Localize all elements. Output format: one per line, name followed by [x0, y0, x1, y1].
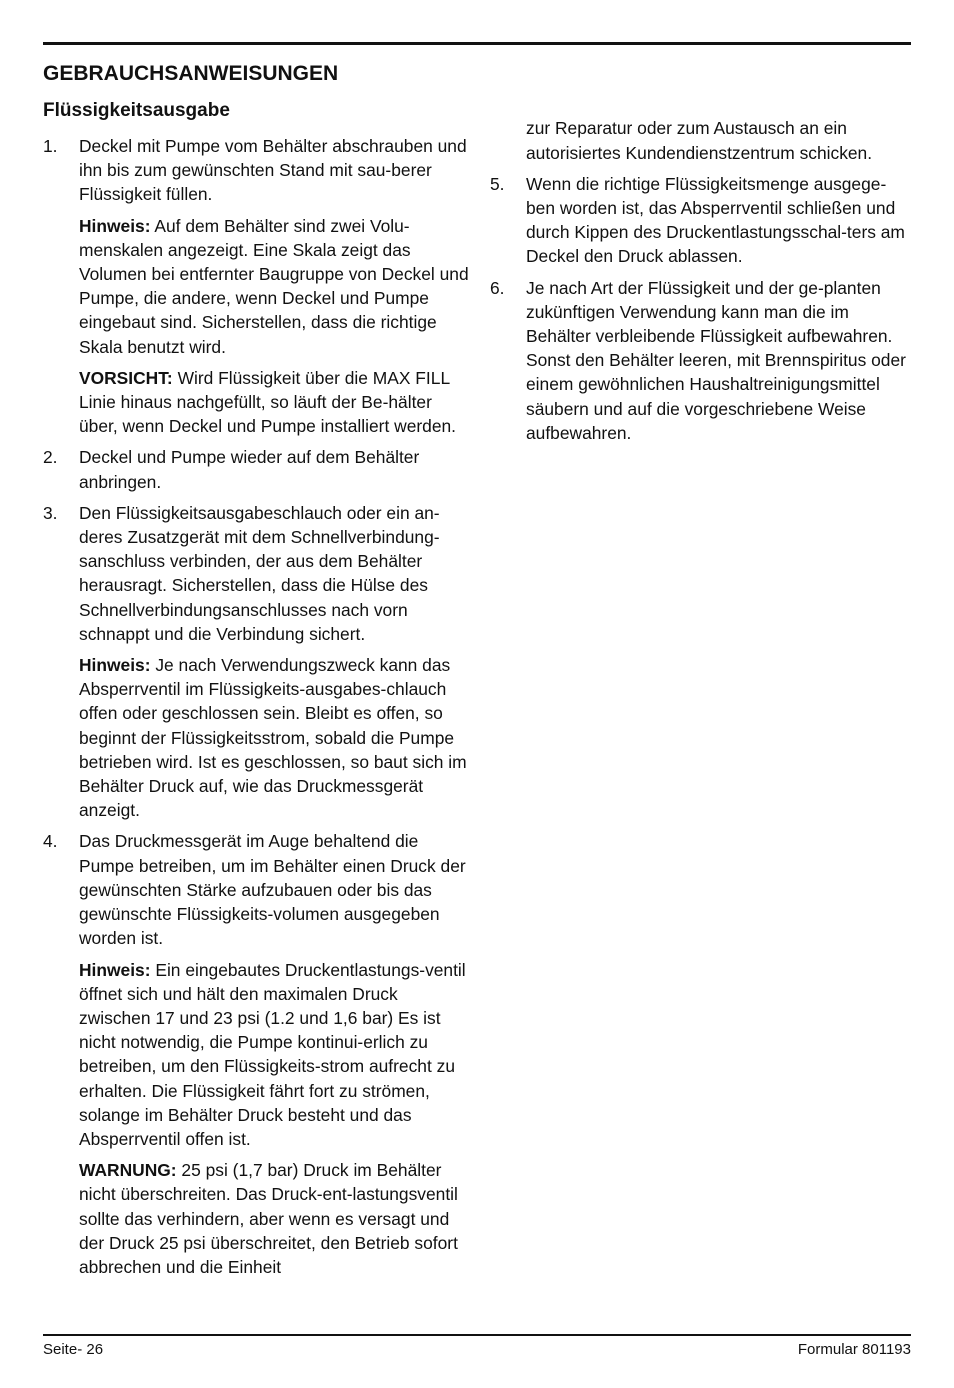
step-text: Deckel mit Pumpe vom Behälter abschrauben und ihn bis zum gewünschten Stand mit sau-berer Flüssigkeit füllen.	[79, 136, 467, 205]
step-text: Je nach Art der Flüssigkeit und der ge-planten zukünftigen Verwendung kann man die im Behälter verbleibende Flüssigkeit aufbewahren. Sonst den Behälter leeren, mit Brennspiritus oder einem gewöhnlichen Haushaltreinigungsmittel säubern und auf die vorgeschriebene Weise aufbewahren.	[526, 277, 906, 443]
step-number: 5.	[490, 173, 505, 194]
step-number: 1.	[43, 136, 58, 156]
note-label: Hinweis:	[79, 215, 151, 236]
bottom-rule	[43, 1334, 911, 1336]
note-paragraph	[43, 958, 473, 1152]
note-text: Ein eingebautes Druckentlastungs-ventil öffnet sich und hält den maximalen Druck zwischen 17 und 23 psi (1.2 und 1,6 bar) Es ist nicht notwendig, die Pumpe kontinui-erlich zu betreiben, um den Flüssigkeits-strom aufrecht zu erhalten. Die Flüssigkeit fährt fort zu strömen, solange im Behälter Druck besteht und das Absperrventil offen ist.	[79, 959, 466, 1149]
list-item	[490, 172, 915, 269]
note-paragraph	[43, 214, 473, 359]
caution-paragraph	[43, 366, 473, 439]
caution-text: Wird Flüssigkeit über die MAX FILL Linie hinaus nachgefüllt, so läuft der Be-hälter über, wenn Deckel und Pumpe installiert werden.	[79, 367, 457, 437]
note-paragraph	[43, 653, 473, 822]
step-number: 2.	[43, 447, 58, 468]
list-item	[43, 134, 473, 207]
step-number: 4.	[43, 831, 58, 852]
step-text: Deckel und Pumpe wieder auf dem Behälter anbringen.	[79, 447, 420, 492]
list-item	[490, 276, 915, 445]
list-item	[43, 829, 473, 950]
top-rule	[43, 42, 911, 45]
form-number: Formular 801193	[797, 1341, 911, 1358]
right-column	[490, 99, 915, 452]
section-title: Flüssigkeitsausgabe	[43, 100, 230, 121]
note-text: Je nach Verwendungszweck kann das Absperrventil im Flüssigkeits-ausgabes-chlauch offen oder geschlossen sein. Bleibt es offen, so beginnt der Flüssigkeitsstrom, sobald die Pumpe betrieben wird. Ist es geschlossen, so baut sich im Behälter Druck auf, wie das Druckmessgerät anzeigt.	[79, 655, 467, 821]
step-text: Den Flüssigkeitsausgabeschlauch oder ein an-deres Zusatzgerät mit dem Schnellverbindung-sanschluss verbinden, der aus dem Behälter herausragt. Sicherstellen, dass die Hülse des Schnellverbindungsanschlusses nach vorn schnappt und die Verbindung sichert.	[79, 502, 440, 644]
warning-paragraph	[43, 1158, 473, 1279]
step-number: 6.	[490, 277, 505, 298]
page-title: GEBRAUCHSANWEISUNGEN	[43, 62, 339, 85]
left-column	[43, 98, 473, 1286]
list-item	[43, 501, 473, 646]
caution-label: VORSICHT:	[79, 367, 173, 388]
note-text: Auf dem Behälter sind zwei Volu-menskalen angezeigt. Eine Skala zeigt das Volumen bei entfernter Baugruppe von Deckel und Pumpe, die andere, wenn Deckel und Pumpe eingebaut sind. Sicherstellen, dass die richtige Skala benutzt wird.	[79, 215, 469, 357]
warning-text: 25 psi (1,7 bar) Druck im Behälter nicht überschreiten. Das Druck-ent-lastungsventil sollte das verhindern, aber wenn es versagt und der Druck 25 psi überschreitet, den Betrieb sofort abbrechen und die Einheit	[79, 1160, 458, 1277]
note-label: Hinweis:	[79, 655, 151, 676]
warning-label: WARNUNG:	[79, 1160, 177, 1181]
list-item	[43, 445, 473, 493]
step-number: 3.	[43, 502, 58, 523]
step-text: Wenn die richtige Flüssigkeitsmenge ausgege-ben worden ist, das Absperrventil schließen und durch Kippen des Druckentlastungsschal-ters am Deckel den Druck ablassen.	[526, 173, 905, 267]
page-number: Seite- 26	[43, 1341, 104, 1358]
step-text: Das Druckmessgerät im Auge behaltend die Pumpe betreiben, um im Behälter einen Druck der gewünschten Stärke aufzubauen oder bis das gewünschte Flüssigkeits-volumen ausgegeben worden ist.	[79, 831, 466, 949]
note-label: Hinweis:	[79, 959, 151, 980]
continuation-text: zur Reparatur oder zum Austausch an ein autorisiertes Kundendienstzentrum schicken.	[526, 118, 873, 163]
